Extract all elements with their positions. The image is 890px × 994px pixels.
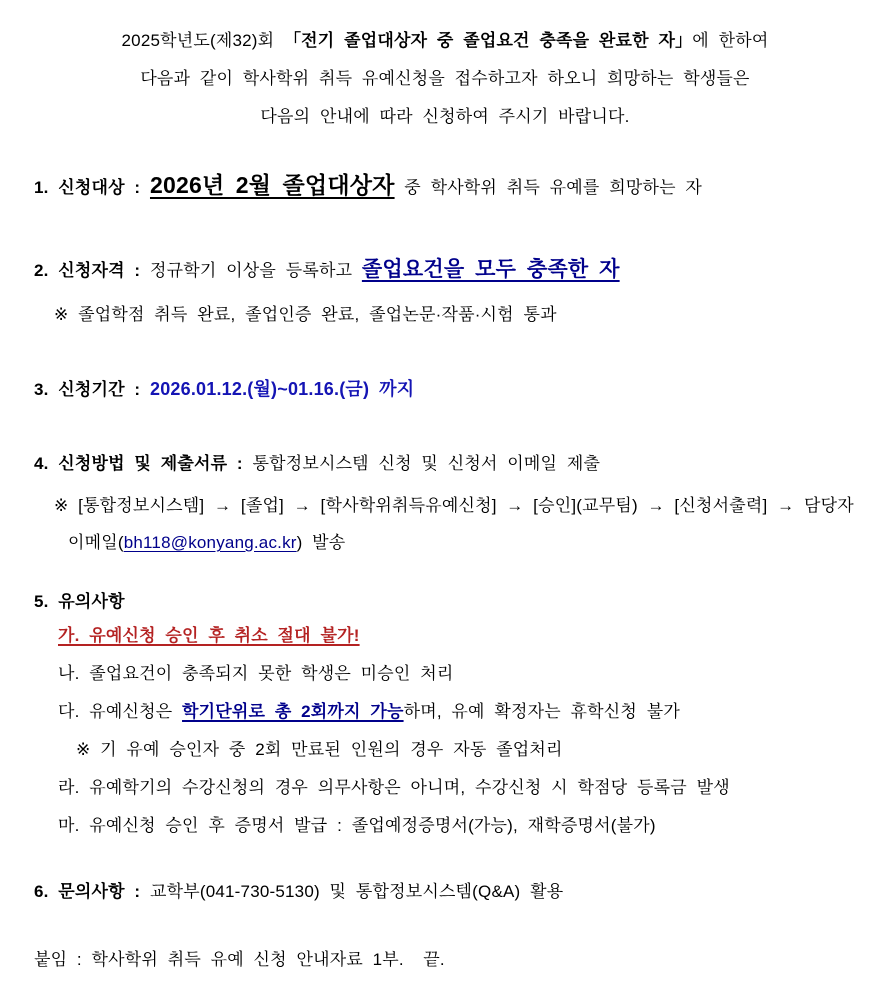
notice-c-post: 하며, 유예 확정자는 휴학신청 불가 — [403, 702, 680, 721]
section-3-period — [34, 374, 872, 405]
section-6-value: 교학부(041-730-5130) 및 통합정보시스템(Q&A) 활용 — [149, 882, 564, 901]
notice-intro — [18, 22, 872, 136]
section-2-note: ※ 졸업학점 취득 완료, 졸업인증 완료, 졸업논문·작품·시험 통과 — [54, 305, 557, 324]
attachment-line: 붙임 : 학사학위 취득 유예 신청 안내자료 1부. 끝. — [34, 950, 445, 969]
notice-a-warning-text: 가. 유예신청 승인 후 취소 절대 불가! — [58, 626, 360, 645]
section-5-heading: 5. 유의사항 — [34, 592, 125, 611]
section-4-procedure-post: ) 발송 — [296, 533, 346, 552]
section-2-eligibility — [34, 255, 872, 286]
section-4-label: 4. 신청방법 및 제출서류 : — [34, 454, 253, 473]
intro-line-1-pre: 2025학년도(제32)회 — [121, 31, 284, 50]
section-1-rest: 중 학사학위 취득 유예를 희망하는 자 — [394, 178, 703, 197]
notice-c-pre: 다. 유예신청은 — [58, 702, 183, 721]
section-1-applicants — [34, 170, 872, 203]
intro-line-2: 다음과 같이 학사학위 취득 유예신청을 접수하고자 하오니 희망하는 학생들은 — [140, 69, 750, 88]
notice-b-unapproved: 나. 졸업요건이 충족되지 못한 학생은 미승인 처리 — [58, 664, 454, 683]
notice-e-certificates: 마. 유예신청 승인 후 증명서 발급 : 졸업예정증명서(가능), 재학증명서(불가) — [58, 816, 656, 835]
section-2-label: 2. 신청자격 : — [34, 261, 150, 280]
section-6-label: 6. 문의사항 : — [34, 882, 150, 901]
section-3-label: 3. 신청기간 : — [34, 380, 150, 399]
notice-a-no-cancel — [58, 617, 872, 655]
section-1-label: 1. 신청대상 : — [34, 178, 150, 197]
section-4-procedure-note — [54, 487, 872, 561]
intro-line-1-post: 에 한하여 — [692, 31, 769, 50]
notice-c-limit — [58, 693, 872, 731]
intro-line-3: 다음의 안내에 따라 신청하여 주시기 바랍니다. — [260, 107, 630, 126]
section-1-emphasis: 2026년 2월 졸업대상자 — [149, 172, 395, 198]
section-6-contact — [34, 877, 872, 907]
section-3-date-range: 2026.01.12.(월)~01.16.(금) 까지 — [149, 379, 415, 399]
section-4-procedure-pre: ※ [통합정보시스템] → [졸업] → [학사학위취득유예신청] → [승인](교무팀) → [신청서출력] → 담당자 이메일( — [54, 496, 854, 552]
section-2-pre: 정규학기 이상을 등록하고 — [149, 261, 362, 280]
notice-c-emphasis: 학기단위로 총 2회까지 가능 — [182, 702, 404, 721]
email-link[interactable]: bh118@konyang.ac.kr — [123, 533, 297, 552]
intro-line-1 — [18, 22, 872, 60]
section-5-notice-list — [58, 617, 872, 845]
intro-line-1-bracket: 「전기 졸업대상자 중 졸업요건 충족을 완료한 자」 — [283, 31, 693, 50]
section-4-value: 통합정보시스템 신청 및 신청서 이메일 제출 — [252, 454, 601, 473]
section-2-emphasis: 졸업요건을 모두 충족한 자 — [361, 258, 620, 281]
notice-d-course-registration: 라. 유예학기의 수강신청의 경우 의무사항은 아니며, 수강신청 시 학점당 등록금 발생 — [58, 778, 730, 797]
notice-c-subnote: ※ 기 유예 승인자 중 2회 만료된 인원의 경우 자동 졸업처리 — [76, 740, 563, 759]
section-4-method — [34, 449, 872, 479]
